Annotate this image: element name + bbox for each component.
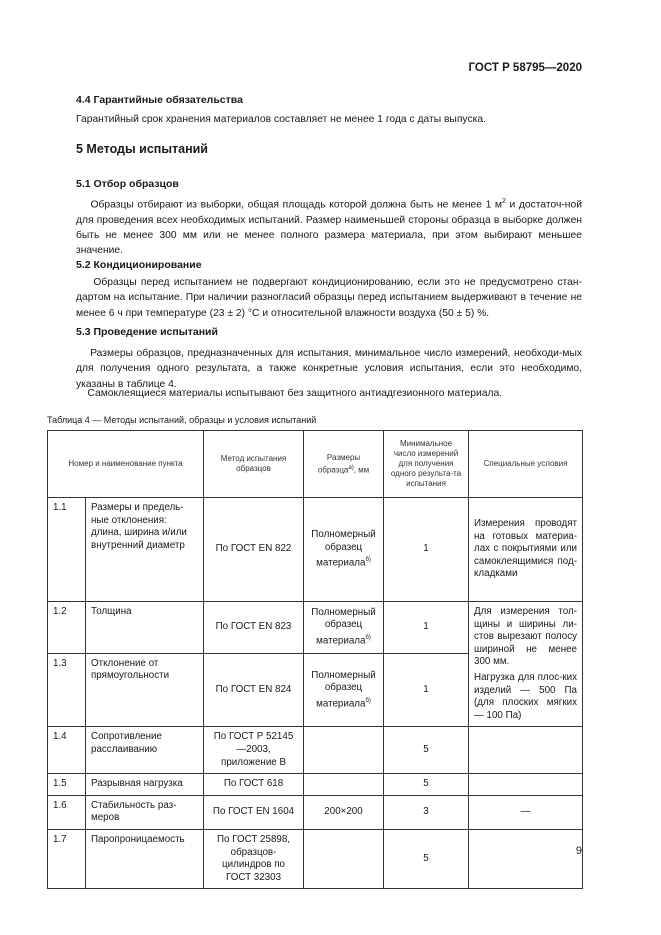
row-min: 1 — [384, 498, 469, 602]
row-size: 200×200 — [304, 795, 384, 829]
section-5-1-text: Образцы отбирают из выборки, общая площадь которой должна быть не менее 1 $м^2$ и достаточ-ной для проведения всех необходимых испытаний. Размер наименьшей стороны образца в выборке должен быть не менее 300 мм или не менее полного размера материала, при этом выбирают меньшее значение. — [76, 198, 582, 257]
row-name: Стабильность раз-меров — [86, 795, 204, 829]
row-min: 1 — [384, 602, 469, 654]
section-5-3-text-1: Размеры образцов, предназначенных для испытания, минимальное число измерений, необходи-мых для получения одного результата, а также конкретные условия испытания, если это необходимо, указаны в таблице 4. — [76, 348, 582, 390]
row-name: Разрывная нагрузка — [86, 774, 204, 796]
section-5-3-title: 5.3 Проведение испытаний — [76, 326, 218, 338]
row-min: 5 — [384, 829, 469, 888]
document-code: ГОСТ Р 58795—2020 — [468, 62, 582, 74]
row-min: 5 — [384, 727, 469, 774]
row-method: По ГОСТ EN 824 — [204, 653, 304, 727]
section-5-3-text-2: Самоклеящиеся материалы испытывают без защитного антиадгезионного материала. — [87, 388, 503, 399]
row-cond — [469, 727, 583, 774]
row-name: Паропроницаемость — [86, 829, 204, 888]
row-num: 1.6 — [48, 795, 86, 829]
col-header-item: Номер и наименование пункта — [48, 431, 204, 498]
row-num: 1.4 — [48, 727, 86, 774]
row-size: Полномерный образец материала$^{б)}$ — [304, 653, 384, 727]
page-number: 9 — [575, 845, 582, 857]
row-size: Полномерный образец материала$^{б)}$ — [304, 602, 384, 654]
row-num: 1.3 — [48, 653, 86, 727]
section-4-4-title: 4.4 Гарантийные обязательства — [76, 94, 243, 106]
table-row — [48, 727, 583, 774]
row-name: Размеры и предель-ные отклонения: длина, ширина и/или внутренний диаметр — [86, 498, 204, 602]
section-5-1-title: 5.1 Отбор образцов — [76, 178, 179, 190]
table-caption: Таблица 4 — Методы испытаний, образцы и условия испытаний — [47, 415, 317, 425]
row-num: 1.2 — [48, 602, 86, 654]
row-size — [304, 774, 384, 796]
row-size — [304, 727, 384, 774]
row-name: Отклонение от прямоугольности — [86, 653, 204, 727]
row-size: Полномерный образец материала$^{б)}$ — [304, 498, 384, 602]
row-cond: — — [469, 795, 583, 829]
row-cond — [469, 829, 583, 888]
test-methods-table — [47, 430, 583, 889]
row-size — [304, 829, 384, 888]
row-method: По ГОСТ 618 — [204, 774, 304, 796]
row-num: 1.7 — [48, 829, 86, 888]
col-header-cond: Специальные условия — [469, 431, 583, 498]
row-cond-merged: Для измерения тол-щины и ширины ли-стов вырезают полосу шириной не менее 300 мм. Нагрузка для плос-ких изделий — 500 Па (для плоских мягких — 100 Па) — [469, 602, 583, 727]
table-row — [48, 602, 583, 654]
row-min: 5 — [384, 774, 469, 796]
row-name: Сопротивление расслаиванию — [86, 727, 204, 774]
row-cond: Измерения проводят на готовых материа-лах с покрытиями или самоклеящимися под-кладками — [469, 498, 583, 602]
table-row — [48, 829, 583, 888]
col-header-size: Размеры образца$^{а)}$, мм — [304, 431, 384, 498]
row-method: По ГОСТ EN 1604 — [204, 795, 304, 829]
row-num: 1.1 — [48, 498, 86, 602]
row-min: 1 — [384, 653, 469, 727]
row-min: 3 — [384, 795, 469, 829]
col-header-min: Минимальное число измерений для получения одного результа-та испытания — [384, 431, 469, 498]
row-num: 1.5 — [48, 774, 86, 796]
row-method: По ГОСТ EN 822 — [204, 498, 304, 602]
table-row — [48, 774, 583, 796]
row-method: По ГОСТ Р 52145—2003, приложение В — [204, 727, 304, 774]
table-row — [48, 498, 583, 602]
row-cond — [469, 774, 583, 796]
table-header-row — [48, 431, 583, 498]
row-name: Толщина — [86, 602, 204, 654]
row-method: По ГОСТ EN 823 — [204, 602, 304, 654]
section-5-title: 5 Методы испытаний — [76, 142, 208, 156]
row-method: По ГОСТ 25898, образцов-цилиндров по ГОСТ 32303 — [204, 829, 304, 888]
section-5-2-title: 5.2 Кондиционирование — [76, 259, 202, 271]
section-5-2-text: Образцы перед испытанием не подвергают кондиционированию, если это не предусмотрено стан-дартом на испытание. При наличии разногласий образцы перед испытанием выдерживают в течение не менее 6 ч при температуре (23 ± 2) °С и относительной влажности воздуха (50 ± 5) %. — [76, 277, 582, 319]
section-4-4-text: Гарантийный срок хранения материалов составляет не менее 1 года с даты выпуска. — [76, 114, 486, 125]
col-header-method: Метод испытания образцов — [204, 431, 304, 498]
table-row — [48, 795, 583, 829]
